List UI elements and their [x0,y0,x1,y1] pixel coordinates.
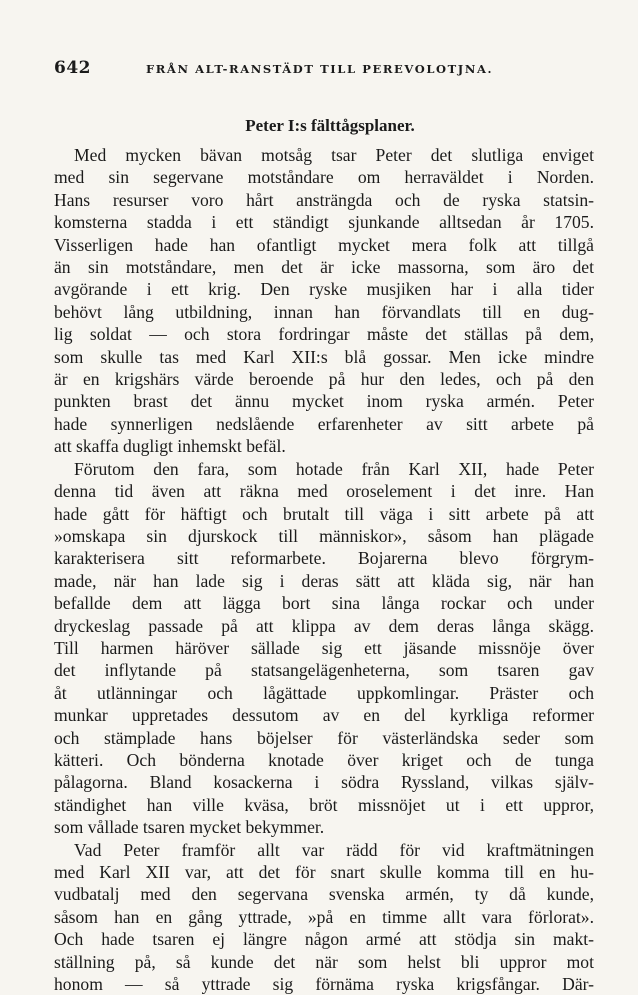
page-number: 642 [54,58,91,78]
text-line: och stämplade hans böjelser för västerländska seder som [54,727,594,748]
text-line: honom — så yttrade sig förnäma ryska krigsfångar. Där- [54,974,594,995]
text-line: avgörande i ett krig. Den ryske musjiken har i alla tider [54,279,594,300]
body-text [54,144,598,995]
text-line: Med mycken bävan motsåg tsar Peter det slutliga enviget [74,145,594,165]
text-line: med sin segervane motståndare om herraväldet i Norden. [54,167,594,188]
text-line: Visserligen hade han ofantligt mycket mera folk att tillgå [54,234,594,255]
text-line: kätteri. Och bönderna knotade över kriget och de tunga [54,749,594,770]
text-line: komsterna stadda i ett ständigt sjunkande alltsedan år 1705. [54,212,594,233]
text-line: ställning på, så kunde det när som helst bli uppror mot [54,951,594,972]
text-line: munkar uppretades dessutom av en del kyrkliga reformer [54,705,594,726]
text-line: det inflytande på statsangelägenheterna, som tsaren gav [54,660,594,681]
text-line: behövt lång utbildning, innan han förvandlats till en dug- [54,301,594,322]
text-line: Vad Peter framför allt var rädd för vid kraftmätningen [74,839,594,860]
text-line: som skulle tas med Karl XII:s blå gossar. Men icke mindre [54,346,594,367]
text-line: vudbatalj med den segervana svenska armén, ty då kunde, [54,884,594,905]
text-line: befallde dem att lägga bort sina långa rockar och under [54,593,594,614]
text-line: är en krigshärs värde beroende på hur den ledes, och på den [54,369,594,390]
text-line: Och hade tsaren ej längre någon armé att stödja sin makt- [54,929,594,950]
text-line: Förutom den fara, som hotade från Karl XII, hade Peter [74,458,594,479]
text-line: punkten brast det ännu mycket inom ryska armén. Peter [54,391,594,412]
text-line: åt utlänningar och lågättade uppkomlingar. Präster och [54,682,594,703]
text-line: att skaffa dugligt inhemskt befäl. [54,436,286,457]
text-line: dryckeslag passade på att klippa av dem deras långa skägg. [54,615,594,636]
text-line: Hans resurser voro hårt ansträngda och de ryska statsin- [54,189,594,210]
text-line: made, när han lade sig i deras sätt att kläda sig, när han [54,570,594,591]
text-line: Till harmen häröver sällade sig ett jäsande missnöje över [54,637,594,658]
text-line: som vållade tsaren mycket bekymmer. [54,817,325,838]
text-line: lig soldat — och stora fordringar måste det ställas på dem, [54,324,594,345]
text-line: karakterisera sitt reformarbete. Bojarerna blevo förgrym- [54,548,594,569]
text-line: med Karl XII var, att det för snart skulle komma till en hu- [54,862,594,882]
text-line: denna tid även att räkna med oroselement i det inre. Han [54,481,594,502]
running-title: FRÅN ALT-RANSTÄDT TILL PEREVOLOTJNA. [146,62,494,76]
text-line: än sin motståndare, men det är icke massorna, som äro det [54,257,594,278]
text-line: såsom han en gång yttrade, »på en timme allt vara förlorat». [54,906,594,927]
text-line: »omskapa sin djurskock till människor», såsom han plägade [54,525,594,546]
text-line: ständighet han ville kväsa, bröt missnöjet ut i ett uppror, [54,794,594,815]
text-line: hade synnerligen nedslående erfarenheter av sitt arbete på [54,413,594,434]
running-head [54,58,598,84]
text-line: hade gått för häftigt och brutalt till väga i sitt arbete på att [54,503,594,524]
section-title: Peter I:s fälttågsplaner. [245,116,415,135]
text-line: pålagorna. Bland kosackerna i södra Ryssland, vilkas själv- [54,772,594,793]
